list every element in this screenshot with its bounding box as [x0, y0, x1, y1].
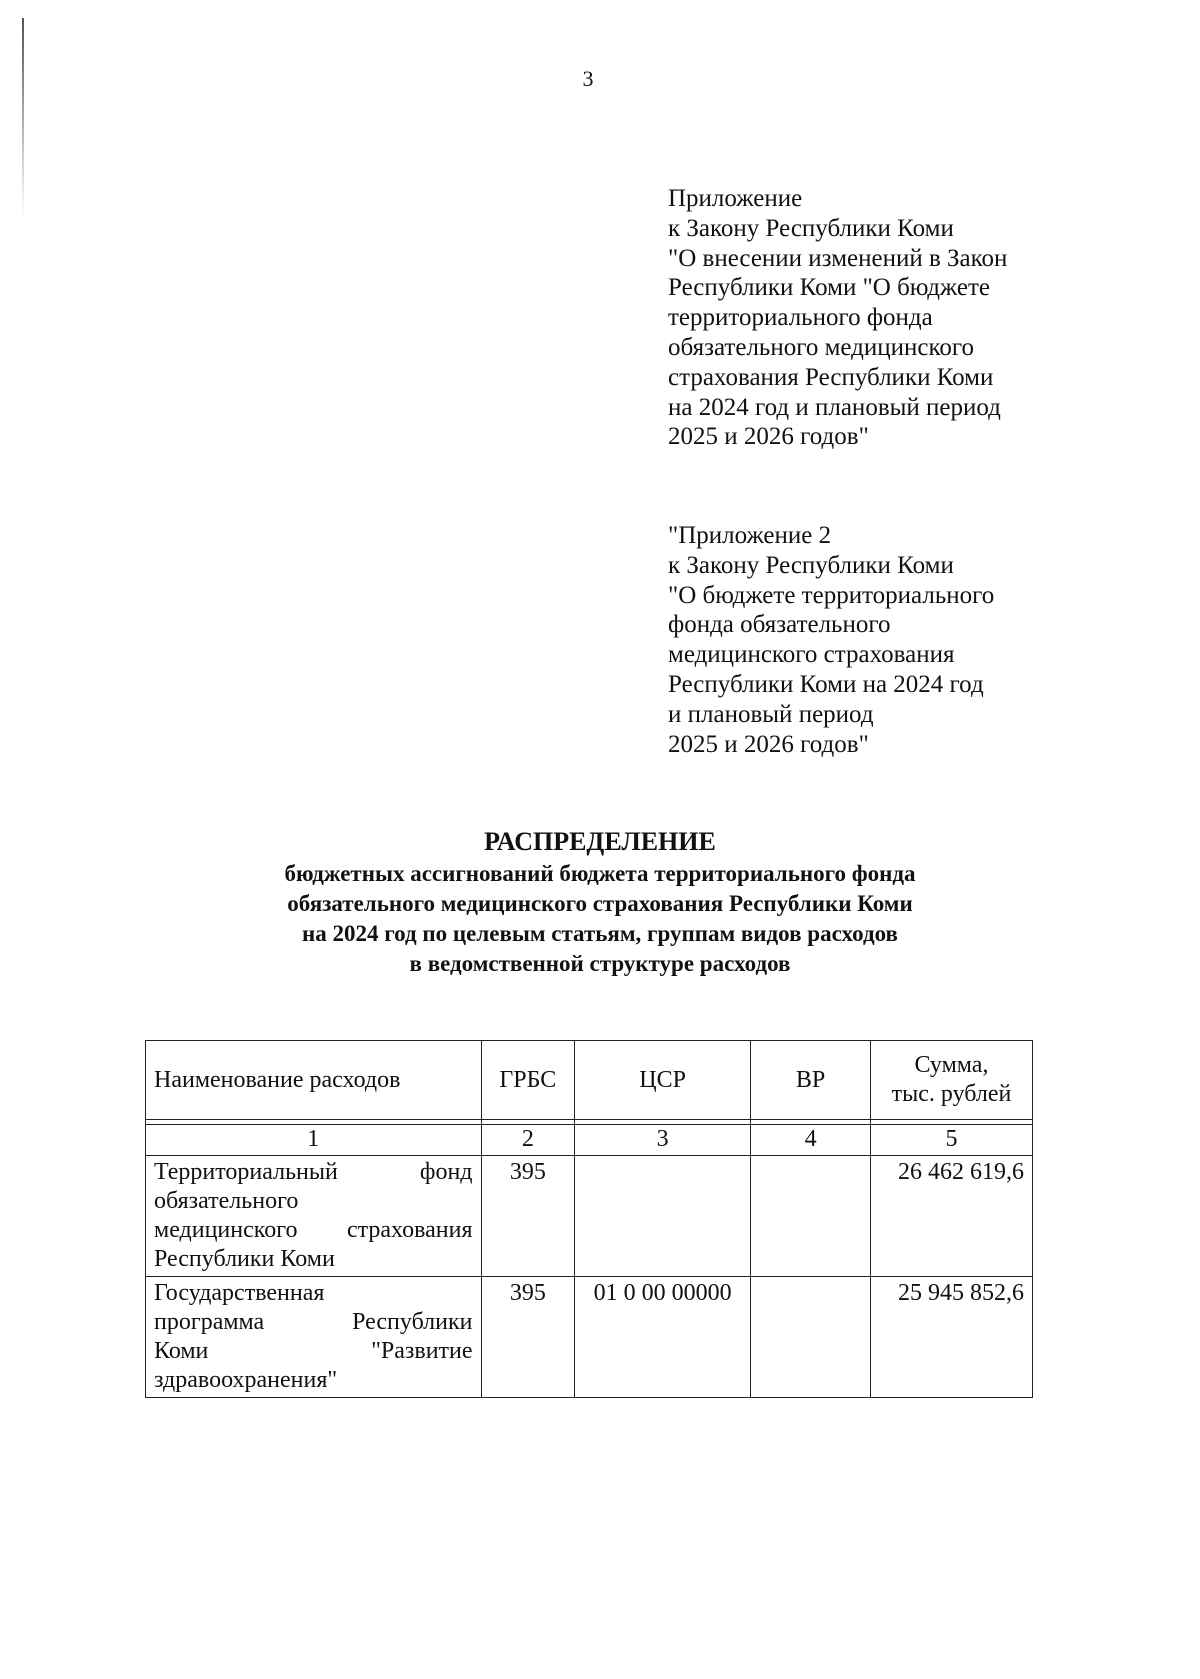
appendix-line: "О внесении изменений в Закон — [668, 244, 1008, 272]
header-vr: ВР — [751, 1041, 871, 1120]
header-sum-line: Сумма, — [914, 1052, 989, 1078]
appendix-line: медицинского страхования — [668, 641, 955, 669]
appendix-line: территориального фонда — [668, 304, 933, 332]
appendix-line: к Закону Республики Коми — [668, 214, 954, 242]
row-grbs-cell: 395 — [481, 1156, 575, 1277]
name-word: "Развитие — [371, 1338, 473, 1364]
name-line: Государственная — [154, 1280, 325, 1306]
column-number-row — [146, 1125, 1033, 1156]
appendix-line: Республики Коми на 2024 год — [668, 670, 984, 698]
appendix-line: 2025 и 2026 годов" — [668, 730, 869, 758]
appendix-line: фонда обязательного — [668, 611, 891, 639]
heading-title: РАСПРЕДЕЛЕНИЕ — [484, 827, 716, 856]
header-sum-line: тыс. рублей — [891, 1081, 1012, 1107]
appendix-line: 2025 и 2026 годов" — [668, 423, 869, 451]
appendix-line: "Приложение 2 — [668, 522, 832, 549]
header-grbs: ГРБС — [481, 1041, 575, 1120]
appendix-line: Республики Коми "О бюджете — [668, 274, 990, 302]
name-word: медицинского — [154, 1217, 298, 1243]
row-vr-cell — [751, 1277, 871, 1398]
table-row — [146, 1277, 1033, 1398]
column-number: 2 — [481, 1125, 575, 1156]
appendix-line: страхования Республики Коми — [668, 363, 994, 391]
column-number: 4 — [751, 1125, 871, 1156]
name-word: Территориальный — [154, 1159, 338, 1185]
appendix-line: к Закону Республики Коми — [668, 551, 954, 579]
appendix-note-law-amendment — [668, 184, 1168, 452]
appendix-line: Приложение — [668, 185, 803, 212]
header-sum — [870, 1041, 1032, 1120]
name-line — [154, 1308, 473, 1337]
name-line: Республики Коми — [154, 1246, 335, 1272]
row-csr-cell — [575, 1156, 751, 1277]
appendix-line: и плановый период — [668, 700, 874, 728]
appendix-line: "О бюджете территориального — [668, 581, 995, 609]
table-row — [146, 1156, 1033, 1277]
page-number: 3 — [582, 66, 594, 91]
name-line — [154, 1337, 473, 1366]
heading-subtitle-line: на 2024 год по целевым статьям, группам видов расходов — [302, 921, 898, 946]
row-name-cell — [146, 1156, 482, 1277]
column-number: 1 — [146, 1125, 482, 1156]
table-header-row — [146, 1041, 1033, 1120]
budget-allocation-table — [145, 1040, 1033, 1398]
column-number: 3 — [575, 1125, 751, 1156]
row-grbs-cell: 395 — [481, 1277, 575, 1398]
name-word: Республики — [352, 1309, 473, 1335]
name-word: Коми — [154, 1338, 209, 1364]
name-word: фонд — [419, 1159, 473, 1185]
name-line: обязательного — [154, 1188, 299, 1214]
heading-subtitle-line: обязательного медицинского страхования Республики Коми — [287, 891, 913, 916]
column-number: 5 — [870, 1125, 1032, 1156]
name-word: страхования — [346, 1217, 473, 1243]
row-name-cell — [146, 1277, 482, 1398]
header-name: Наименование расходов — [146, 1041, 482, 1120]
row-csr-cell: 01 0 00 00000 — [575, 1277, 751, 1398]
row-sum-cell: 25 945 852,6 — [870, 1277, 1032, 1398]
row-vr-cell — [751, 1156, 871, 1277]
appendix-note-budget-law — [668, 521, 1168, 759]
header-csr: ЦСР — [575, 1041, 751, 1120]
scan-edge-artifact — [22, 18, 24, 218]
appendix-line: на 2024 год и плановый период — [668, 393, 1001, 421]
document-heading — [0, 825, 1200, 979]
appendix-line: обязательного медицинского — [668, 333, 975, 361]
heading-subtitle-line: в ведомственной структуре расходов — [409, 951, 791, 976]
name-word: программа — [154, 1309, 265, 1335]
heading-subtitle-line: бюджетных ассигнований бюджета территориального фонда — [284, 861, 916, 886]
name-line — [154, 1158, 473, 1187]
name-line — [154, 1216, 473, 1245]
row-sum-cell: 26 462 619,6 — [870, 1156, 1032, 1277]
name-line: здравоохранения" — [154, 1367, 338, 1393]
